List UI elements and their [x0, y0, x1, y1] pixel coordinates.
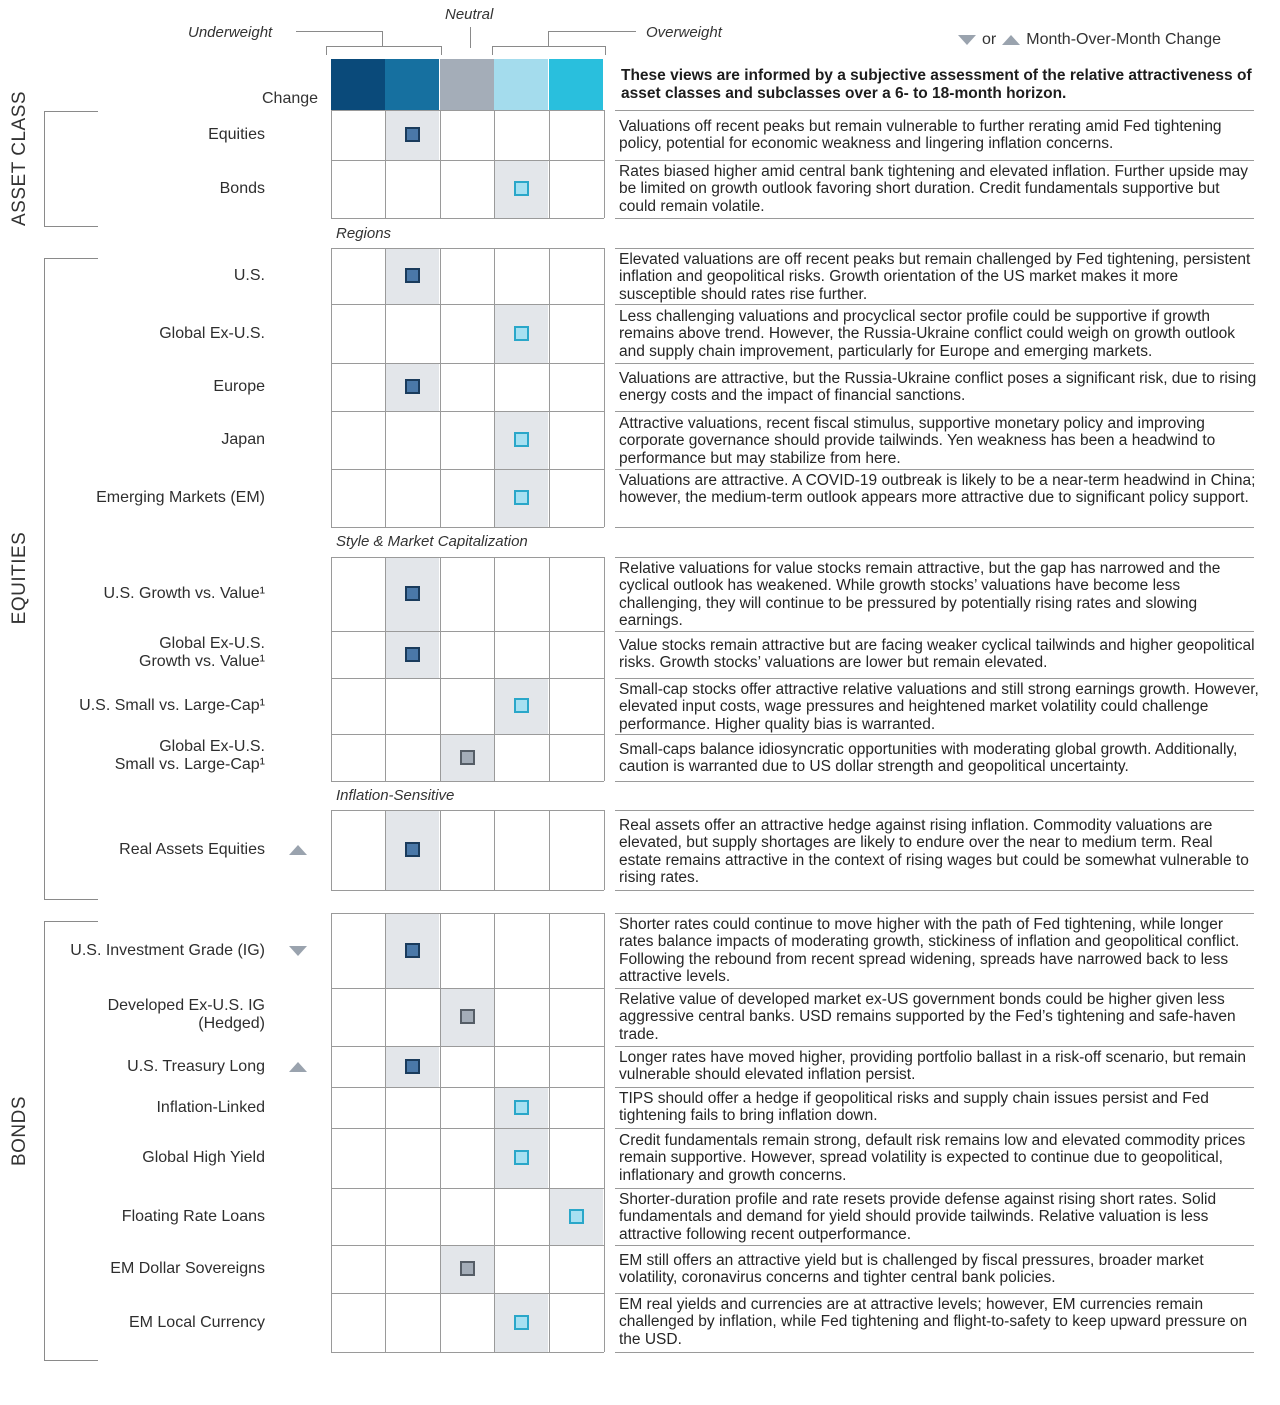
grid-vline — [331, 557, 332, 781]
rating-marker — [460, 750, 475, 765]
row-label: Floating Rate Loans — [121, 1207, 265, 1225]
row-label: Real Assets Equities — [119, 841, 265, 858]
rating-marker — [514, 1150, 529, 1165]
desc-divider — [615, 781, 1254, 782]
desc-divider — [615, 110, 1254, 111]
desc-divider — [615, 248, 1254, 249]
row-description: Credit fundamentals remain strong, default risk remains low and elevated commodity prices remain supportive. However, spread volatility is expected to continue due to geopolitical, inflationary and growth concerns. — [619, 1132, 1246, 1184]
rating-marker — [405, 379, 420, 394]
desc-divider — [615, 678, 1254, 679]
desc-divider — [615, 411, 1254, 412]
desc-divider — [615, 1293, 1254, 1294]
row-description: Value stocks remain attractive but are facing weaker cyclical tailwinds and higher geopolitical risks. Growth stocks’ valuations are lower but remain elevated. — [619, 637, 1255, 672]
grid-vline — [549, 557, 550, 781]
grid-hline — [331, 411, 604, 412]
grid-hline — [331, 781, 604, 782]
grid-vline — [549, 110, 550, 218]
grid-vline — [549, 248, 550, 527]
rating-marker — [514, 698, 529, 713]
desc-divider — [615, 1087, 1254, 1088]
change-down-icon — [289, 946, 307, 956]
desc-divider — [615, 469, 1254, 470]
grid-vline — [549, 810, 550, 890]
grid-vline — [331, 248, 332, 527]
rating-marker — [405, 943, 420, 958]
row-description: Shorter-duration profile and rate resets provide defense against rising short rates. Solid fundamentals and demand for yield should provide tailwinds. Relative valuation is less attractive following recent outperformance. — [619, 1191, 1217, 1243]
grid-hline — [331, 304, 604, 305]
row-description: Rates biased higher amid central bank tightening and elevated inflation. Further upside may be limited on growth outlook favoring short duration. Credit fundamentals supportive but could remain volatile. — [619, 163, 1248, 215]
section-regions: Regions — [336, 225, 392, 242]
desc-divider — [615, 988, 1254, 989]
grid-hline — [331, 1352, 604, 1353]
desc-divider — [615, 890, 1254, 891]
desc-divider — [615, 160, 1254, 161]
asset-class-bracket — [44, 111, 98, 227]
grid-vline — [604, 557, 605, 781]
row-label: U.S. Small vs. Large-Cap¹ — [79, 697, 265, 714]
row-label: U.S. — [233, 267, 265, 284]
row-label: Developed Ex-U.S. IG (Hedged) — [107, 997, 265, 1032]
rating-marker — [514, 490, 529, 505]
grid-vline — [604, 913, 605, 1352]
equities-label: EQUITIES — [9, 531, 30, 625]
triangle-up-icon — [1002, 35, 1020, 45]
scale-cell-5 — [549, 59, 603, 110]
grid-hline — [331, 363, 604, 364]
row-label: Inflation-Linked — [156, 1098, 265, 1116]
grid-hline — [331, 1128, 604, 1129]
row-label: Global Ex-U.S. — [159, 324, 265, 342]
grid-vline — [604, 248, 605, 527]
row-label: Europe — [213, 378, 265, 395]
row-description: Small-cap stocks offer attractive relative valuations and still strong earnings growth. However, elevated input costs, wage pressures and heightened market volatility could challenge performance. Higher quality bias is warranted. — [619, 681, 1259, 733]
grid-vline — [494, 557, 495, 781]
row-label: Global High Yield — [142, 1149, 265, 1166]
bonds-label: BONDS — [9, 1095, 30, 1167]
change-header: Change — [262, 90, 319, 107]
section-style: Style & Market Capitalization — [336, 533, 528, 550]
rating-marker — [405, 268, 420, 283]
row-description: Shorter rates could continue to move higher with the path of Fed tightening, while longer rates balance impacts of moderating growth, stickiness of inflation and geopolitical conflict. Following the rebound from recent spread widening, spreads have narrowed back to less attractive levels. — [619, 916, 1240, 986]
rating-marker — [569, 1209, 584, 1224]
row-label: Global Ex-U.S. Small vs. Large-Cap¹ — [114, 737, 265, 773]
rating-marker — [460, 1009, 475, 1024]
row-description: Longer rates have moved higher, providing portfolio ballast in a risk-off scenario, but remain vulnerable should elevated inflation persist. — [619, 1049, 1246, 1084]
row-label: Global Ex-U.S. Growth vs. Value¹ — [139, 634, 265, 670]
rating-marker — [405, 1059, 420, 1074]
rating-marker — [405, 842, 420, 857]
row-description: Relative valuations for value stocks remain attractive, but the gap has narrowed and the cyclical outlook has weakened. While growth stocks’ valuations have become less challenging, they will continue to be pressured by potentially rising rates and slowing earnings. — [619, 560, 1221, 630]
grid-hline — [331, 469, 604, 470]
rating-marker — [514, 326, 529, 341]
row-description: Attractive valuations, recent fiscal stimulus, supportive monetary policy and improving corporate governance should provide tailwinds. Yen weakness has been a headwind to performance but may stabilize from here. — [619, 415, 1216, 467]
intro-text: These views are informed by a subjective assessment of the relative attractiveness of asset classes and subclasses over a 6- to 18-month horizon. — [621, 67, 1252, 102]
grid-vline — [331, 913, 332, 1352]
grid-hline — [331, 557, 604, 558]
row-description: Valuations are attractive, but the Russia-Ukraine conflict poses a significant risk, due to rising energy costs and the impact of financial sanctions. — [619, 370, 1257, 405]
triangle-down-icon — [958, 35, 976, 45]
underweight-stem — [382, 31, 383, 46]
rating-marker — [514, 181, 529, 196]
scale-cell-1 — [331, 59, 386, 110]
equities-bracket — [44, 258, 98, 900]
row-description: TIPS should offer a hedge if geopolitical risks and supply chain issues persist and Fed tightening fails to bring inflation down. — [619, 1090, 1209, 1125]
row-description: Relative value of developed market ex-US government bonds could be higher given less aggressive central banks. USD remains supported by the Fed’s tightening and safe-haven trade. — [619, 991, 1236, 1043]
desc-divider — [615, 1188, 1254, 1189]
change-up-icon — [289, 1062, 307, 1072]
scale-cell-2 — [385, 59, 440, 110]
row-label: Japan — [221, 431, 265, 448]
neutral-stem — [470, 27, 471, 48]
grid-hline — [331, 218, 604, 219]
row-description: Real assets offer an attractive hedge against rising inflation. Commodity valuations are elevated, but supply shortages are likely to endure over the near to medium term. Real estate remains attractive in the context of rising wages but could be somewhat vulnerable to rising rates. — [619, 817, 1249, 887]
desc-divider — [615, 1245, 1254, 1246]
grid-vline — [331, 810, 332, 890]
desc-divider — [615, 527, 1254, 528]
grid-hline — [331, 527, 604, 528]
desc-divider — [615, 631, 1254, 632]
desc-divider — [615, 557, 1254, 558]
row-description: Elevated valuations are off recent peaks but remain challenged by Fed tightening, persistent inflation and geopolitical risks. Growth orientation of the US market makes it more susceptible should rates rise further. — [619, 251, 1251, 303]
row-label: U.S. Treasury Long — [127, 1057, 265, 1075]
row-label: EM Local Currency — [128, 1313, 265, 1331]
row-description: Valuations are attractive. A COVID-19 outbreak is likely to be a near-term headwind in China; however, the medium-term outlook appears more attractive due to significant policy support. — [619, 472, 1256, 507]
grid-hline — [331, 160, 604, 161]
underweight-connector — [296, 31, 382, 32]
grid-hline — [331, 1087, 604, 1088]
grid-vline — [604, 810, 605, 890]
legend-text: Month-Over-Month Change — [1026, 31, 1221, 48]
grid-vline — [440, 110, 441, 218]
desc-divider — [615, 218, 1254, 219]
overweight-bracket — [492, 46, 606, 55]
row-label: U.S. Growth vs. Value¹ — [103, 585, 265, 602]
row-description: Valuations off recent peaks but remain vulnerable to further rerating amid Fed tightening policy, potential for economic weakness and lingering inflation concerns. — [619, 118, 1222, 153]
rating-marker — [514, 1315, 529, 1330]
grid-vline — [494, 810, 495, 890]
desc-divider — [615, 1352, 1254, 1353]
grid-hline — [331, 1293, 604, 1294]
grid-vline — [331, 110, 332, 218]
row-label: U.S. Investment Grade (IG) — [70, 941, 265, 959]
row-description: EM still offers an attractive yield but is challenged by fiscal pressures, broader market volatility, coronavirus concerns and tighter central bank policies. — [619, 1252, 1204, 1287]
grid-vline — [440, 248, 441, 527]
grid-hline — [331, 631, 604, 632]
overweight-stem — [548, 31, 549, 46]
row-description: Less challenging valuations and procyclical sector profile could be supportive if growth remains above trend. However, the Russia-Ukraine conflict could weigh on growth outlook and supply chain improvement, particularly for Europe and emerging markets. — [619, 308, 1236, 360]
underweight-label: Underweight — [188, 24, 273, 41]
section-inflation: Inflation-Sensitive — [336, 787, 455, 804]
row-description: Small-caps balance idiosyncratic opportunities with moderating global growth. Additionally, caution is warranted due to US dollar strength and geopolitical uncertainty. — [619, 741, 1238, 776]
desc-divider — [615, 1046, 1254, 1047]
grid-vline — [604, 110, 605, 218]
grid-hline — [331, 913, 604, 914]
row-label: EM Dollar Sovereigns — [110, 1260, 265, 1277]
desc-divider — [615, 810, 1254, 811]
row-label: Equities — [208, 126, 265, 143]
grid-vline — [440, 810, 441, 890]
row-label: Bonds — [219, 180, 265, 197]
grid-hline — [331, 248, 604, 249]
rating-marker — [405, 647, 420, 662]
row-label: Emerging Markets (EM) — [96, 489, 265, 506]
scale-cell-4 — [494, 59, 549, 110]
bonds-bracket — [44, 921, 98, 1361]
underweight-bracket — [326, 46, 442, 55]
grid-hline — [331, 890, 604, 891]
rating-marker — [405, 586, 420, 601]
legend — [958, 31, 1221, 49]
change-up-icon — [289, 845, 307, 855]
rating-marker — [405, 127, 420, 142]
scale-cell-3 — [440, 59, 495, 110]
neutral-label: Neutral — [445, 6, 494, 23]
grid-hline — [331, 1046, 604, 1047]
desc-divider — [615, 913, 1254, 914]
desc-divider — [615, 734, 1254, 735]
rating-marker — [460, 1261, 475, 1276]
row-description: EM real yields and currencies are at attractive levels; however, EM currencies remain challenged by inflation, while Fed tightening and flight-to-safety to keep upward pressure on the USD. — [619, 1296, 1248, 1348]
overweight-label: Overweight — [646, 24, 722, 41]
legend-or: or — [982, 31, 997, 48]
overweight-connector — [548, 31, 636, 32]
grid-vline — [549, 913, 550, 1352]
asset-class-label: ASSET CLASS — [9, 90, 30, 226]
grid-hline — [331, 810, 604, 811]
rating-marker — [514, 432, 529, 447]
rating-marker — [514, 1100, 529, 1115]
grid-hline — [331, 110, 604, 111]
grid-hline — [331, 678, 604, 679]
desc-divider — [615, 304, 1254, 305]
desc-divider — [615, 1128, 1254, 1129]
desc-divider — [615, 363, 1254, 364]
